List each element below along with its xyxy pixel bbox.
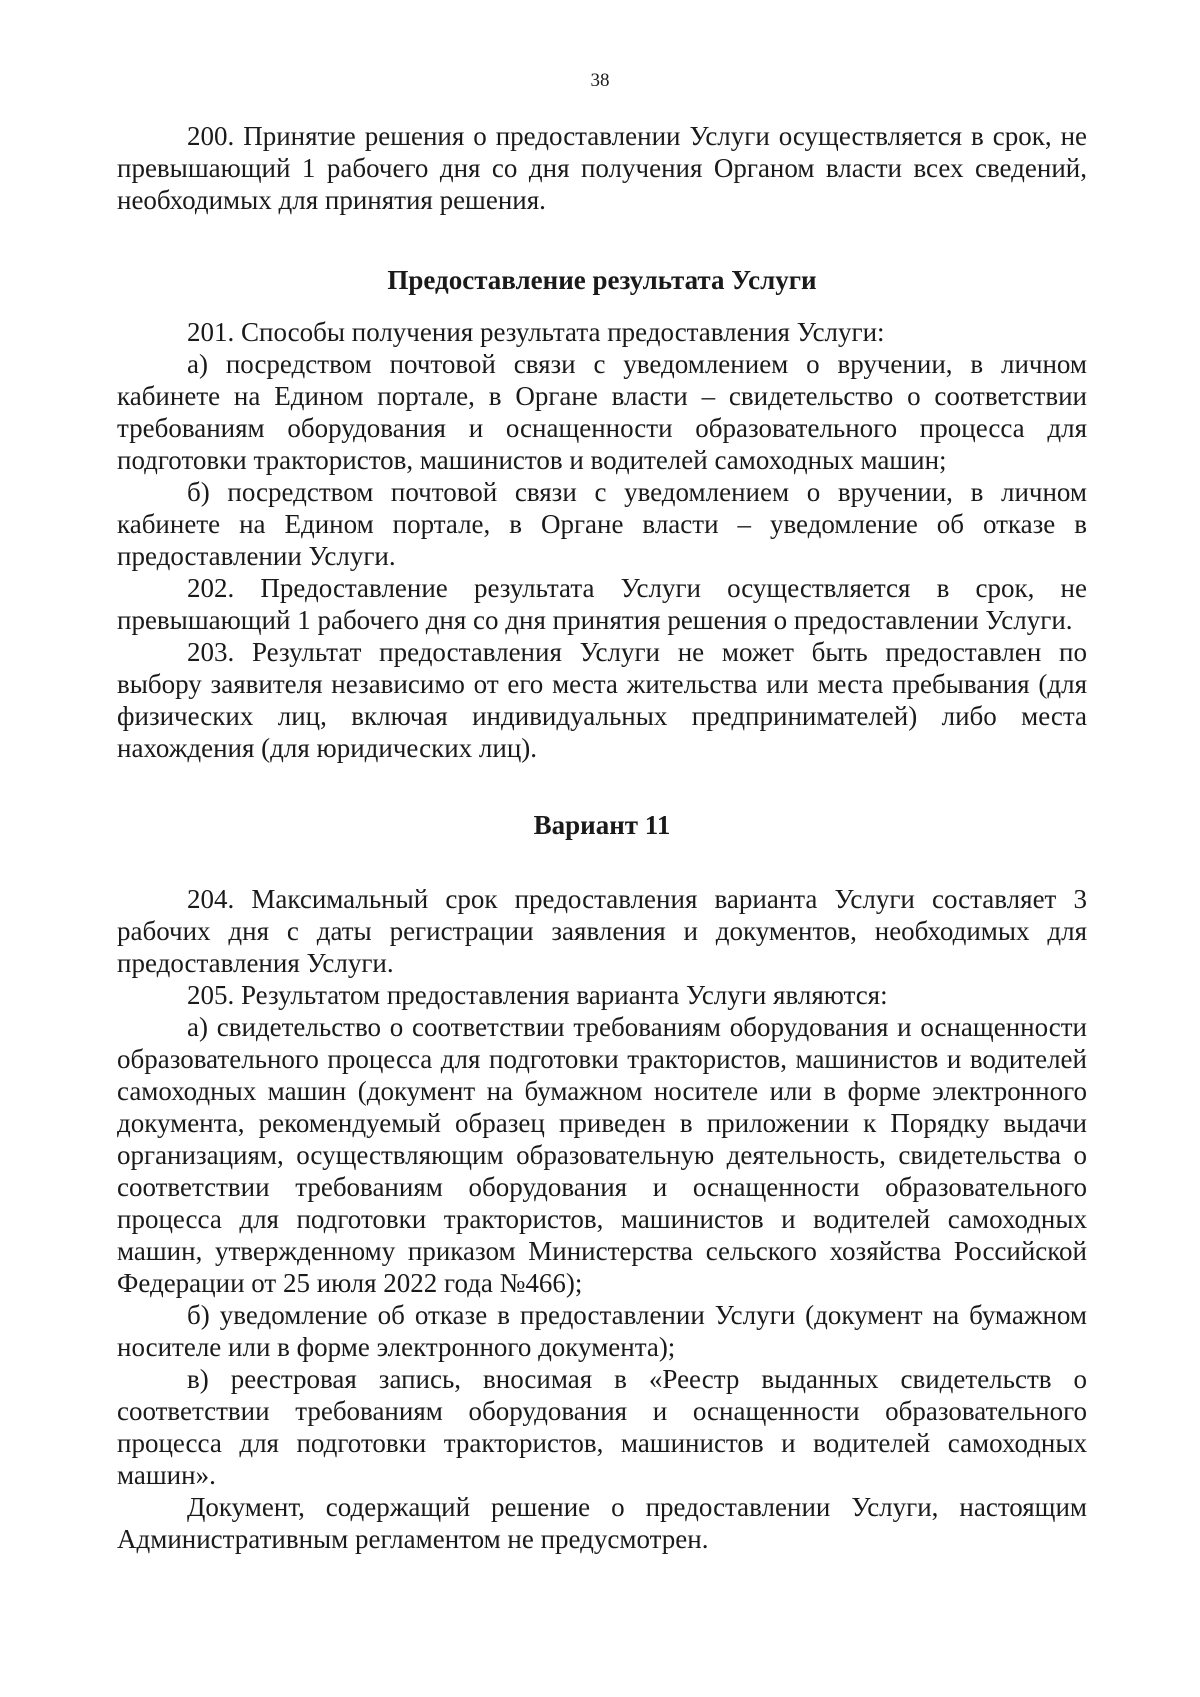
paragraph-decision-document: Документ, содержащий решение о предоставлении Услуги, настоящим Административным регламентом не предусмотрен.	[117, 1492, 1087, 1554]
section-heading-variant-11: Вариант 11	[533, 810, 671, 840]
paragraph-204: 204. Максимальный срок предоставления варианта Услуги составляет 3 рабочих дня с даты регистрации заявления и документов, необходимых для предоставления Услуги.	[117, 884, 1087, 978]
paragraph-200: 200. Принятие решения о предоставлении Услуги осуществляется в срок, не превышающий 1 рабочего дня со дня получения Органом власти всех сведений, необходимых для принятия решения.	[117, 121, 1087, 215]
paragraph-201: 201. Способы получения результата предоставления Услуги:	[187, 317, 885, 347]
paragraph-201-a: а) посредством почтовой связи с уведомлением о вручении, в личном кабинете на Едином портале, в Органе власти – свидетельство о соответствии требованиям оборудования и оснащенности образовательного процесса для подготовки трактористов, машинистов и водителей самоходных машин;	[117, 349, 1087, 475]
section-heading-result: Предоставление результата Услуги	[387, 265, 817, 295]
page-number: 38	[590, 70, 610, 91]
paragraph-202: 202. Предоставление результата Услуги осуществляется в срок, не превышающий 1 рабочего дня со дня принятия решения о предоставлении Услуги.	[117, 573, 1087, 635]
document-body	[117, 120, 1087, 1555]
paragraph-203: 203. Результат предоставления Услуги не может быть предоставлен по выбору заявителя независимо от его места жительства или места пребывания (для физических лиц, включая индивидуальных предпринимателей) либо места нахождения (для юридических лиц).	[117, 637, 1087, 763]
paragraph-205-v: в) реестровая запись, вносимая в «Реестр выданных свидетельств о соответствии требованиям оборудования и оснащенности образовательного процесса для подготовки трактористов, машинистов и водителей самоходных машин».	[117, 1364, 1087, 1490]
paragraph-205-a: а) свидетельство о соответствии требованиям оборудования и оснащенности образовательного процесса для подготовки трактористов, машинистов и водителей самоходных машин (документ на бумажном носителе или в форме электронного документа, рекомендуемый образец приведен в приложении к Порядку выдачи организациям, осуществляющим образовательную деятельность, свидетельства о соответствии требованиям оборудования и оснащенности образовательного процесса для подготовки трактористов, машинистов и водителей самоходных машин, утвержденному приказом Министерства сельского хозяйства Российской Федерации от 25 июля 2022 года №466);	[117, 1012, 1087, 1298]
paragraph-205-b: б) уведомление об отказе в предоставлении Услуги (документ на бумажном носителе или в форме электронного документа);	[117, 1300, 1087, 1362]
paragraph-205: 205. Результатом предоставления варианта Услуги являются:	[187, 980, 888, 1010]
paragraph-201-b: б) посредством почтовой связи с уведомлением о вручении, в личном кабинете на Едином портале, в Органе власти – уведомление об отказе в предоставлении Услуги.	[117, 477, 1087, 571]
